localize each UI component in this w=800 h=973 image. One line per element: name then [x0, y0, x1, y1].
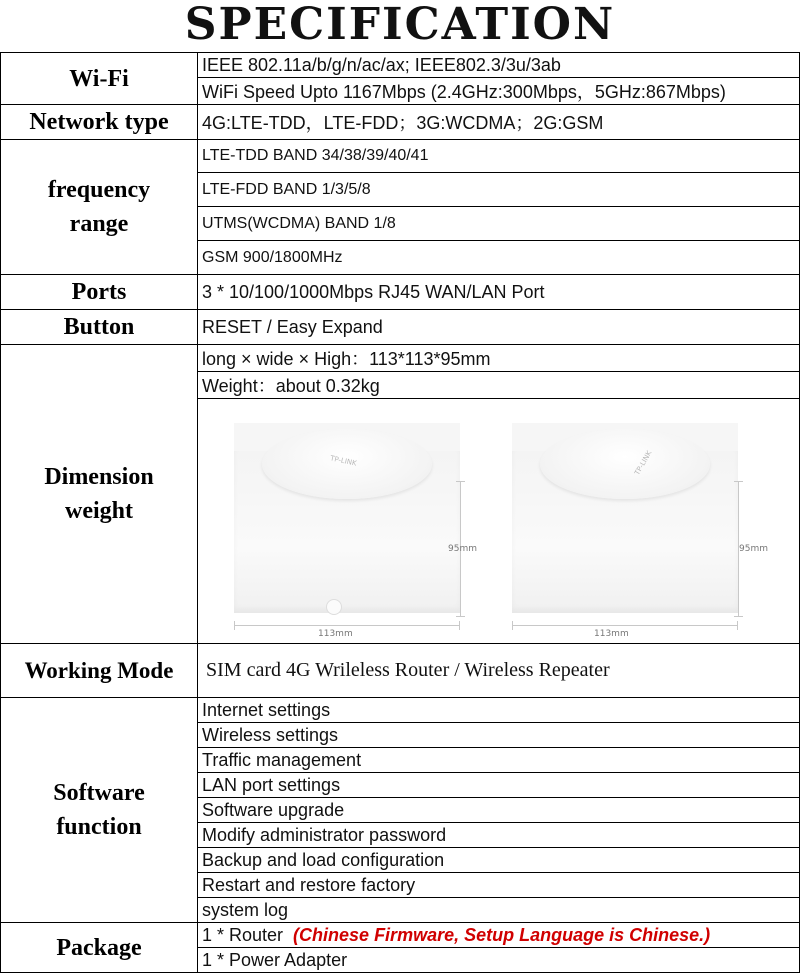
network-type-label: Network type: [1, 105, 198, 140]
software-item: Software upgrade: [198, 798, 800, 823]
software-item: Modify administrator password: [198, 823, 800, 848]
table-row: [1, 140, 800, 173]
table-row: [1, 275, 800, 310]
button-value: RESET / Easy Expand: [198, 310, 800, 345]
router-brand-label: TP-LINK: [633, 449, 654, 477]
product-image: [198, 399, 800, 644]
ports-value: 3 * 10/100/1000Mbps RJ45 WAN/LAN Port: [198, 275, 800, 310]
software-item: Traffic management: [198, 748, 800, 773]
ports-label: Ports: [1, 275, 198, 310]
software-item: Restart and restore factory: [198, 873, 800, 898]
table-row: [1, 644, 800, 698]
package-label: Package: [1, 923, 198, 973]
dimension-label-line2: weight: [65, 498, 133, 524]
width-dimension-line: [234, 625, 460, 626]
table-row: [1, 923, 800, 948]
height-dimension-text: 95mm: [448, 544, 477, 554]
router-button-icon: [326, 599, 342, 615]
router-brand-label: TP-LINK: [329, 454, 358, 468]
spec-table: [0, 52, 800, 973]
frequency-label-line2: range: [69, 211, 129, 237]
network-type-value: 4G:LTE-TDD，LTE-FDD；3G:WCDMA；2G:GSM: [198, 105, 800, 140]
router-front-view: [234, 423, 460, 613]
package-item: [198, 923, 800, 948]
working-mode-label: Working Mode: [1, 644, 198, 698]
software-item: Wireless settings: [198, 723, 800, 748]
table-row: [1, 698, 800, 723]
table-row: [1, 345, 800, 372]
wifi-label: Wi-Fi: [1, 53, 198, 105]
router-angle-view: [512, 423, 738, 613]
wifi-standard: IEEE 802.11a/b/g/n/ac/ax; IEEE802.3/3u/3ab: [198, 53, 800, 78]
frequency-line: LTE-FDD BAND 1/3/5/8: [198, 173, 800, 207]
frequency-label: [1, 140, 198, 275]
table-row: [1, 105, 800, 140]
button-label: Button: [1, 310, 198, 345]
software-label-line1: Software: [53, 780, 145, 806]
software-item: Backup and load configuration: [198, 848, 800, 873]
height-dimension-text: 95mm: [739, 544, 768, 554]
dimension-size: long × wide × High：113*113*95mm: [198, 345, 800, 372]
width-dimension-text: 113mm: [318, 629, 353, 639]
frequency-line: GSM 900/1800MHz: [198, 241, 800, 275]
package-item: 1 * Power Adapter: [198, 948, 800, 973]
working-mode-value: SIM card 4G Wrileless Router / Wireless Repeater: [198, 644, 800, 698]
frequency-line: LTE-TDD BAND 34/38/39/40/41: [198, 140, 800, 173]
package-router: 1 * Router: [202, 924, 284, 945]
page-title: SPECIFICATION: [184, 0, 616, 50]
table-row: [1, 53, 800, 78]
software-label: [1, 698, 198, 923]
software-item: Internet settings: [198, 698, 800, 723]
table-row: [1, 310, 800, 345]
frequency-label-line1: frequency: [47, 177, 151, 203]
width-dimension-line: [512, 625, 738, 626]
wifi-speed: WiFi Speed Upto 1167Mbps (2.4GHz:300Mbps，5GHz:867Mbps): [198, 78, 800, 105]
width-dimension-text: 113mm: [594, 629, 629, 639]
firmware-note: (Chinese Firmware, Setup Language is Chinese.): [293, 924, 711, 945]
software-item: LAN port settings: [198, 773, 800, 798]
dimension-label-line1: Dimension: [44, 464, 154, 490]
frequency-line: UTMS(WCDMA) BAND 1/8: [198, 207, 800, 241]
dimension-label: [1, 345, 198, 644]
weight-value: Weight：about 0.32kg: [198, 372, 800, 399]
software-label-line2: function: [56, 814, 142, 840]
software-item: system log: [198, 898, 800, 923]
